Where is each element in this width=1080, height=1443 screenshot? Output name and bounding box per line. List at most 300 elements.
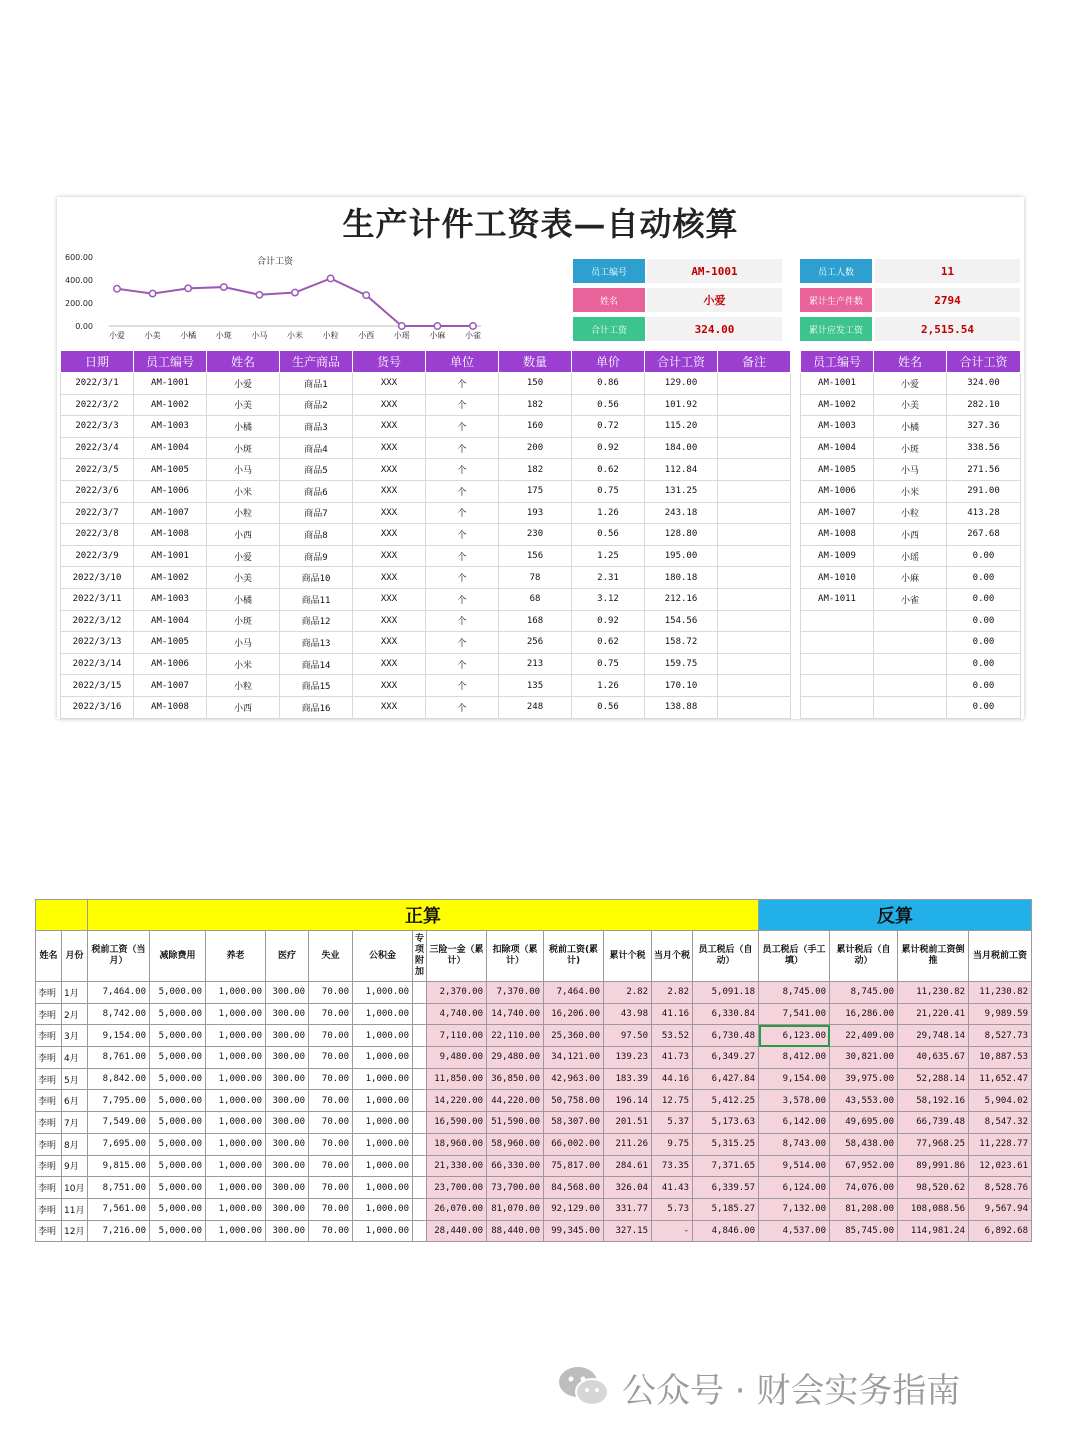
table-cell[interactable]: 327.15 (604, 1220, 652, 1242)
table-cell[interactable]: 1.26 (572, 502, 645, 524)
table-cell[interactable]: 7,464.00 (544, 982, 604, 1004)
table-cell[interactable]: AM-1003 (134, 588, 207, 610)
table-cell[interactable]: 8,761.00 (88, 1047, 150, 1069)
table-cell[interactable] (718, 416, 791, 438)
table-cell[interactable]: 26,070.00 (427, 1198, 487, 1220)
table-cell[interactable]: 5,000.00 (150, 1112, 206, 1134)
table-cell[interactable]: 2022/3/1 (61, 373, 134, 395)
table-cell[interactable]: 9,567.94 (969, 1198, 1032, 1220)
table-cell[interactable]: 138.88 (645, 696, 718, 718)
table-cell[interactable]: 小米 (874, 480, 947, 502)
table-cell[interactable]: 58,960.00 (487, 1133, 544, 1155)
table-cell[interactable]: 商品1 (280, 373, 353, 395)
table-cell[interactable]: 0.00 (947, 696, 1021, 718)
table-cell[interactable]: 67,952.00 (830, 1155, 898, 1177)
table-cell[interactable]: 2.82 (604, 982, 652, 1004)
table-cell[interactable]: 201.51 (604, 1112, 652, 1134)
table-cell[interactable]: 300.00 (266, 1155, 309, 1177)
table-cell[interactable]: 商品16 (280, 696, 353, 718)
table-cell[interactable]: 212.16 (645, 588, 718, 610)
table-cell[interactable]: 43,553.00 (830, 1090, 898, 1112)
table-cell[interactable]: 2022/3/10 (61, 567, 134, 589)
table-cell[interactable] (874, 675, 947, 697)
table-cell[interactable]: 小米 (207, 480, 280, 502)
table-cell[interactable]: 小马 (874, 459, 947, 481)
table-cell[interactable] (718, 437, 791, 459)
table-cell[interactable]: 小西 (207, 696, 280, 718)
table-cell[interactable]: 小米 (207, 653, 280, 675)
table-cell[interactable]: 9月 (62, 1155, 88, 1177)
table-cell[interactable]: 300.00 (266, 1133, 309, 1155)
table-cell[interactable]: 1,000.00 (206, 1068, 266, 1090)
table-cell[interactable] (413, 1220, 427, 1242)
table-cell[interactable]: 9,815.00 (88, 1155, 150, 1177)
table-cell[interactable]: 21,330.00 (427, 1155, 487, 1177)
table-cell[interactable]: 2月 (62, 1003, 88, 1025)
table-cell[interactable]: 小爱 (207, 545, 280, 567)
table-cell[interactable]: 小橘 (874, 416, 947, 438)
table-cell[interactable]: AM-1001 (801, 373, 874, 395)
table-cell[interactable]: 11,230.82 (898, 982, 969, 1004)
table-cell[interactable]: 1,000.00 (206, 1112, 266, 1134)
table-cell[interactable]: 42,963.00 (544, 1068, 604, 1090)
table-cell[interactable]: 1,000.00 (206, 1220, 266, 1242)
table-cell[interactable] (413, 1155, 427, 1177)
table-cell[interactable] (874, 696, 947, 718)
table-cell[interactable]: AM-1003 (801, 416, 874, 438)
table-cell[interactable]: AM-1007 (134, 675, 207, 697)
table-cell[interactable]: 6,339.57 (693, 1177, 759, 1199)
table-cell[interactable]: 8,745.00 (830, 982, 898, 1004)
table-cell[interactable]: 49,695.00 (830, 1112, 898, 1134)
table-cell[interactable]: 5,000.00 (150, 1068, 206, 1090)
table-cell[interactable]: 2,370.00 (427, 982, 487, 1004)
table-cell[interactable]: XXX (353, 610, 426, 632)
table-cell[interactable]: 7,549.00 (88, 1112, 150, 1134)
table-cell[interactable]: 李明 (36, 1133, 62, 1155)
table-cell[interactable]: 3,578.00 (759, 1090, 830, 1112)
table-cell[interactable]: 商品7 (280, 502, 353, 524)
table-cell[interactable]: 个 (426, 416, 499, 438)
table-cell[interactable]: 256 (499, 632, 572, 654)
table-cell[interactable]: 李明 (36, 1025, 62, 1047)
table-cell[interactable]: 个 (426, 588, 499, 610)
table-cell[interactable] (874, 610, 947, 632)
table-cell[interactable]: 43.98 (604, 1003, 652, 1025)
table-cell[interactable]: 1,000.00 (353, 1112, 413, 1134)
table-cell[interactable]: 11,230.82 (969, 982, 1032, 1004)
table-cell[interactable]: 1,000.00 (353, 1177, 413, 1199)
table-cell[interactable]: 5月 (62, 1068, 88, 1090)
table-cell[interactable]: 81,070.00 (487, 1198, 544, 1220)
table-cell[interactable]: 5,000.00 (150, 1220, 206, 1242)
table-cell[interactable]: 商品2 (280, 394, 353, 416)
table-cell[interactable]: 李明 (36, 1198, 62, 1220)
table-cell[interactable]: 300.00 (266, 982, 309, 1004)
table-cell[interactable]: 70.00 (309, 982, 353, 1004)
table-cell[interactable]: 0.56 (572, 394, 645, 416)
table-cell[interactable]: 1,000.00 (206, 1198, 266, 1220)
table-cell[interactable]: 300.00 (266, 1090, 309, 1112)
table-cell[interactable]: 1,000.00 (353, 1155, 413, 1177)
table-cell[interactable]: 284.61 (604, 1155, 652, 1177)
table-cell[interactable]: 5,000.00 (150, 1025, 206, 1047)
table-cell[interactable]: 李明 (36, 1155, 62, 1177)
table-cell[interactable]: 8,527.73 (969, 1025, 1032, 1047)
table-cell[interactable]: AM-1004 (134, 437, 207, 459)
table-cell[interactable]: 85,745.00 (830, 1220, 898, 1242)
table-cell[interactable]: 282.10 (947, 394, 1021, 416)
table-cell[interactable]: AM-1004 (134, 610, 207, 632)
table-cell[interactable]: 2022/3/3 (61, 416, 134, 438)
table-cell[interactable] (718, 588, 791, 610)
table-cell[interactable]: 154.56 (645, 610, 718, 632)
table-cell[interactable]: 4,537.00 (759, 1220, 830, 1242)
table-cell[interactable] (718, 610, 791, 632)
table-cell[interactable]: 8,745.00 (759, 982, 830, 1004)
table-cell[interactable]: 0.72 (572, 416, 645, 438)
table-cell[interactable]: 6月 (62, 1090, 88, 1112)
table-cell[interactable]: 150 (499, 373, 572, 395)
table-cell[interactable]: 小粒 (207, 675, 280, 697)
table-cell[interactable]: 8月 (62, 1133, 88, 1155)
table-cell[interactable]: 12月 (62, 1220, 88, 1242)
table-cell[interactable]: 小马 (207, 459, 280, 481)
table-cell[interactable]: AM-1001 (134, 373, 207, 395)
table-cell[interactable]: 131.25 (645, 480, 718, 502)
table-cell[interactable]: XXX (353, 373, 426, 395)
table-cell[interactable]: 29,480.00 (487, 1047, 544, 1069)
table-cell[interactable]: 70.00 (309, 1112, 353, 1134)
table-cell[interactable]: 327.36 (947, 416, 1021, 438)
table-cell[interactable] (718, 696, 791, 718)
table-cell[interactable]: 70.00 (309, 1133, 353, 1155)
table-cell[interactable]: 1,000.00 (206, 1003, 266, 1025)
table-cell[interactable]: 个 (426, 696, 499, 718)
table-cell[interactable]: 160 (499, 416, 572, 438)
table-cell[interactable]: 271.56 (947, 459, 1021, 481)
table-cell[interactable]: 2022/3/5 (61, 459, 134, 481)
table-cell[interactable]: 78 (499, 567, 572, 589)
table-cell[interactable]: 300.00 (266, 1112, 309, 1134)
table-cell[interactable]: 182 (499, 459, 572, 481)
table-cell[interactable]: 193 (499, 502, 572, 524)
table-cell[interactable]: 1.26 (572, 675, 645, 697)
table-cell[interactable] (413, 982, 427, 1004)
table-cell[interactable]: 170.10 (645, 675, 718, 697)
table-cell[interactable]: 个 (426, 459, 499, 481)
table-cell[interactable] (413, 1047, 427, 1069)
table-cell[interactable]: 8,743.00 (759, 1133, 830, 1155)
table-cell[interactable] (718, 567, 791, 589)
table-cell[interactable]: 商品12 (280, 610, 353, 632)
table-cell[interactable]: 5,000.00 (150, 982, 206, 1004)
table-cell[interactable]: AM-1002 (801, 394, 874, 416)
table-cell[interactable]: 338.56 (947, 437, 1021, 459)
table-cell[interactable]: 1.25 (572, 545, 645, 567)
table-cell[interactable]: 11,652.47 (969, 1068, 1032, 1090)
table-cell[interactable]: 小橘 (207, 588, 280, 610)
table-cell[interactable]: 0.00 (947, 675, 1021, 697)
table-cell[interactable]: 1,000.00 (353, 1003, 413, 1025)
table-cell[interactable]: 68 (499, 588, 572, 610)
table-cell[interactable]: 41.73 (652, 1047, 693, 1069)
table-cell[interactable]: AM-1005 (134, 632, 207, 654)
table-cell[interactable]: 183.39 (604, 1068, 652, 1090)
table-cell[interactable]: 300.00 (266, 1177, 309, 1199)
table-cell[interactable]: 159.75 (645, 653, 718, 675)
table-cell[interactable]: 25,360.00 (544, 1025, 604, 1047)
table-cell[interactable]: 1,000.00 (353, 1220, 413, 1242)
table-cell[interactable]: AM-1008 (134, 524, 207, 546)
table-cell[interactable]: 0.92 (572, 610, 645, 632)
table-cell[interactable]: 0.56 (572, 696, 645, 718)
table-cell[interactable]: AM-1009 (801, 545, 874, 567)
table-cell[interactable]: 小马 (207, 632, 280, 654)
table-cell[interactable] (718, 459, 791, 481)
table-cell[interactable]: 个 (426, 394, 499, 416)
table-cell[interactable]: 6,730.48 (693, 1025, 759, 1047)
table-cell[interactable] (718, 632, 791, 654)
table-cell[interactable]: 291.00 (947, 480, 1021, 502)
table-cell[interactable]: 0.00 (947, 632, 1021, 654)
table-cell[interactable]: 1,000.00 (206, 1090, 266, 1112)
table-cell[interactable]: 李明 (36, 1220, 62, 1242)
table-cell[interactable]: 6,142.00 (759, 1112, 830, 1134)
table-cell[interactable]: 175 (499, 480, 572, 502)
table-cell[interactable]: 2022/3/2 (61, 394, 134, 416)
table-cell[interactable]: 70.00 (309, 1025, 353, 1047)
table-cell[interactable]: 74,076.00 (830, 1177, 898, 1199)
table-cell[interactable] (718, 653, 791, 675)
table-cell[interactable]: 44,220.00 (487, 1090, 544, 1112)
table-cell[interactable]: 李明 (36, 982, 62, 1004)
table-cell[interactable]: 0.00 (947, 588, 1021, 610)
table-cell[interactable]: 8,842.00 (88, 1068, 150, 1090)
table-cell[interactable]: XXX (353, 416, 426, 438)
table-cell[interactable]: 个 (426, 610, 499, 632)
table-cell[interactable]: 66,739.48 (898, 1112, 969, 1134)
table-cell[interactable]: 1,000.00 (206, 1177, 266, 1199)
table-cell[interactable]: 5,000.00 (150, 1133, 206, 1155)
table-cell[interactable]: XXX (353, 588, 426, 610)
table-cell[interactable]: 商品14 (280, 653, 353, 675)
table-cell[interactable]: 2022/3/12 (61, 610, 134, 632)
table-cell[interactable]: 51,590.00 (487, 1112, 544, 1134)
table-cell[interactable]: 2022/3/9 (61, 545, 134, 567)
table-cell[interactable]: 8,751.00 (88, 1177, 150, 1199)
table-cell[interactable]: 李明 (36, 1068, 62, 1090)
table-cell[interactable]: 2022/3/6 (61, 480, 134, 502)
table-cell[interactable]: 个 (426, 373, 499, 395)
table-cell[interactable]: 9,989.59 (969, 1003, 1032, 1025)
table-cell[interactable]: 267.68 (947, 524, 1021, 546)
table-cell[interactable]: 小美 (207, 394, 280, 416)
table-cell[interactable]: XXX (353, 545, 426, 567)
table-cell[interactable]: 5,000.00 (150, 1090, 206, 1112)
table-cell[interactable]: 324.00 (947, 373, 1021, 395)
table-cell[interactable]: 个 (426, 502, 499, 524)
table-cell[interactable]: 40,635.67 (898, 1047, 969, 1069)
table-cell[interactable]: 243.18 (645, 502, 718, 524)
table-cell[interactable]: - (652, 1220, 693, 1242)
table-cell[interactable] (413, 1133, 427, 1155)
table-cell[interactable] (718, 480, 791, 502)
table-cell[interactable]: 5,000.00 (150, 1177, 206, 1199)
table-cell[interactable]: 0.00 (947, 610, 1021, 632)
table-cell[interactable]: 小粒 (874, 502, 947, 524)
table-cell[interactable]: 李明 (36, 1177, 62, 1199)
table-cell[interactable]: 10月 (62, 1177, 88, 1199)
table-cell[interactable]: AM-1007 (134, 502, 207, 524)
table-cell[interactable]: 1月 (62, 982, 88, 1004)
table-cell[interactable]: 李明 (36, 1003, 62, 1025)
table-cell[interactable]: 2022/3/15 (61, 675, 134, 697)
table-cell[interactable]: 2022/3/8 (61, 524, 134, 546)
table-cell[interactable]: AM-1008 (801, 524, 874, 546)
table-cell[interactable]: 小橘 (207, 416, 280, 438)
table-cell[interactable]: 5.73 (652, 1198, 693, 1220)
table-cell[interactable]: 300.00 (266, 1003, 309, 1025)
table-cell[interactable]: AM-1002 (134, 567, 207, 589)
table-cell[interactable]: 28,440.00 (427, 1220, 487, 1242)
table-cell[interactable]: 0.75 (572, 480, 645, 502)
table-cell[interactable]: 70.00 (309, 1047, 353, 1069)
table-cell[interactable]: 84,568.00 (544, 1177, 604, 1199)
table-cell[interactable]: 12.75 (652, 1090, 693, 1112)
table-cell[interactable]: 9,480.00 (427, 1047, 487, 1069)
table-cell[interactable]: 0.62 (572, 459, 645, 481)
table-cell[interactable]: 7,795.00 (88, 1090, 150, 1112)
table-cell[interactable]: 小西 (874, 524, 947, 546)
table-cell[interactable]: 1,000.00 (206, 1025, 266, 1047)
table-cell[interactable]: 商品5 (280, 459, 353, 481)
table-cell[interactable]: 115.20 (645, 416, 718, 438)
table-cell[interactable]: 14,740.00 (487, 1003, 544, 1025)
table-cell[interactable]: 6,427.84 (693, 1068, 759, 1090)
table-cell[interactable]: 182 (499, 394, 572, 416)
table-cell[interactable]: 18,960.00 (427, 1133, 487, 1155)
table-cell[interactable] (801, 696, 874, 718)
table-cell[interactable]: 李明 (36, 1047, 62, 1069)
table-cell[interactable]: 7,541.00 (759, 1003, 830, 1025)
table-cell[interactable]: XXX (353, 567, 426, 589)
table-cell[interactable]: 58,192.16 (898, 1090, 969, 1112)
table-cell[interactable]: 个 (426, 653, 499, 675)
table-cell[interactable]: 300.00 (266, 1198, 309, 1220)
table-cell[interactable]: 5,091.18 (693, 982, 759, 1004)
table-cell[interactable]: 70.00 (309, 1155, 353, 1177)
table-cell[interactable]: 李明 (36, 1090, 62, 1112)
table-cell[interactable]: 0.00 (947, 653, 1021, 675)
table-cell[interactable]: XXX (353, 502, 426, 524)
table-cell[interactable]: 2022/3/14 (61, 653, 134, 675)
table-cell[interactable]: 商品13 (280, 632, 353, 654)
table-cell[interactable]: 73,700.00 (487, 1177, 544, 1199)
table-cell[interactable]: 21,220.41 (898, 1003, 969, 1025)
table-cell[interactable] (718, 502, 791, 524)
table-cell[interactable]: 个 (426, 567, 499, 589)
table-cell[interactable]: 29,748.14 (898, 1025, 969, 1047)
table-cell[interactable] (413, 1025, 427, 1047)
table-cell[interactable]: 108,088.56 (898, 1198, 969, 1220)
table-cell[interactable]: 7月 (62, 1112, 88, 1134)
table-cell[interactable]: 196.14 (604, 1090, 652, 1112)
table-cell[interactable]: 58,438.00 (830, 1133, 898, 1155)
table-cell[interactable]: 97.50 (604, 1025, 652, 1047)
table-cell[interactable]: 9,514.00 (759, 1155, 830, 1177)
table-cell[interactable] (413, 1090, 427, 1112)
table-cell[interactable]: 10,887.53 (969, 1047, 1032, 1069)
table-cell[interactable]: 6,123.00 (759, 1025, 830, 1047)
table-cell[interactable]: 99,345.00 (544, 1220, 604, 1242)
table-cell[interactable]: 1,000.00 (353, 1198, 413, 1220)
table-cell[interactable]: XXX (353, 653, 426, 675)
table-cell[interactable]: AM-1008 (134, 696, 207, 718)
table-cell[interactable]: 6,330.84 (693, 1003, 759, 1025)
table-cell[interactable]: 2.31 (572, 567, 645, 589)
table-cell[interactable]: AM-1006 (134, 653, 207, 675)
table-cell[interactable]: 5,904.02 (969, 1090, 1032, 1112)
table-cell[interactable]: 2022/3/11 (61, 588, 134, 610)
table-cell[interactable]: 7,464.00 (88, 982, 150, 1004)
table-cell[interactable]: 小爱 (874, 373, 947, 395)
table-cell[interactable] (801, 632, 874, 654)
table-cell[interactable]: 0.62 (572, 632, 645, 654)
table-cell[interactable]: 22,110.00 (487, 1025, 544, 1047)
table-cell[interactable] (874, 632, 947, 654)
table-cell[interactable]: 195.00 (645, 545, 718, 567)
table-cell[interactable]: 小美 (874, 394, 947, 416)
table-cell[interactable]: 30,821.00 (830, 1047, 898, 1069)
table-cell[interactable]: 248 (499, 696, 572, 718)
table-cell[interactable]: 7,110.00 (427, 1025, 487, 1047)
table-cell[interactable]: AM-1011 (801, 588, 874, 610)
table-cell[interactable]: 小雀 (874, 588, 947, 610)
table-cell[interactable]: 2022/3/13 (61, 632, 134, 654)
table-cell[interactable]: 23,700.00 (427, 1177, 487, 1199)
table-cell[interactable]: 1,000.00 (206, 1155, 266, 1177)
table-cell[interactable]: XXX (353, 675, 426, 697)
table-cell[interactable]: 70.00 (309, 1003, 353, 1025)
table-cell[interactable]: 41.16 (652, 1003, 693, 1025)
table-cell[interactable]: 4月 (62, 1047, 88, 1069)
table-cell[interactable]: 184.00 (645, 437, 718, 459)
table-cell[interactable]: 4,740.00 (427, 1003, 487, 1025)
table-cell[interactable]: 5,185.27 (693, 1198, 759, 1220)
table-cell[interactable]: 5,315.25 (693, 1133, 759, 1155)
table-cell[interactable]: 5.37 (652, 1112, 693, 1134)
table-cell[interactable]: 75,817.00 (544, 1155, 604, 1177)
table-cell[interactable]: 101.92 (645, 394, 718, 416)
table-cell[interactable]: 16,590.00 (427, 1112, 487, 1134)
table-cell[interactable]: 李明 (36, 1112, 62, 1134)
table-cell[interactable]: 9,154.00 (759, 1068, 830, 1090)
table-cell[interactable]: 小美 (207, 567, 280, 589)
table-cell[interactable] (718, 394, 791, 416)
table-cell[interactable] (801, 675, 874, 697)
table-cell[interactable]: 5,000.00 (150, 1047, 206, 1069)
table-cell[interactable]: AM-1003 (134, 416, 207, 438)
table-cell[interactable]: 1,000.00 (353, 1068, 413, 1090)
table-cell[interactable] (801, 653, 874, 675)
table-cell[interactable]: 8,742.00 (88, 1003, 150, 1025)
table-cell[interactable]: 39,975.00 (830, 1068, 898, 1090)
table-cell[interactable]: 5,000.00 (150, 1198, 206, 1220)
table-cell[interactable]: 7,695.00 (88, 1133, 150, 1155)
table-cell[interactable]: AM-1010 (801, 567, 874, 589)
table-cell[interactable]: 230 (499, 524, 572, 546)
